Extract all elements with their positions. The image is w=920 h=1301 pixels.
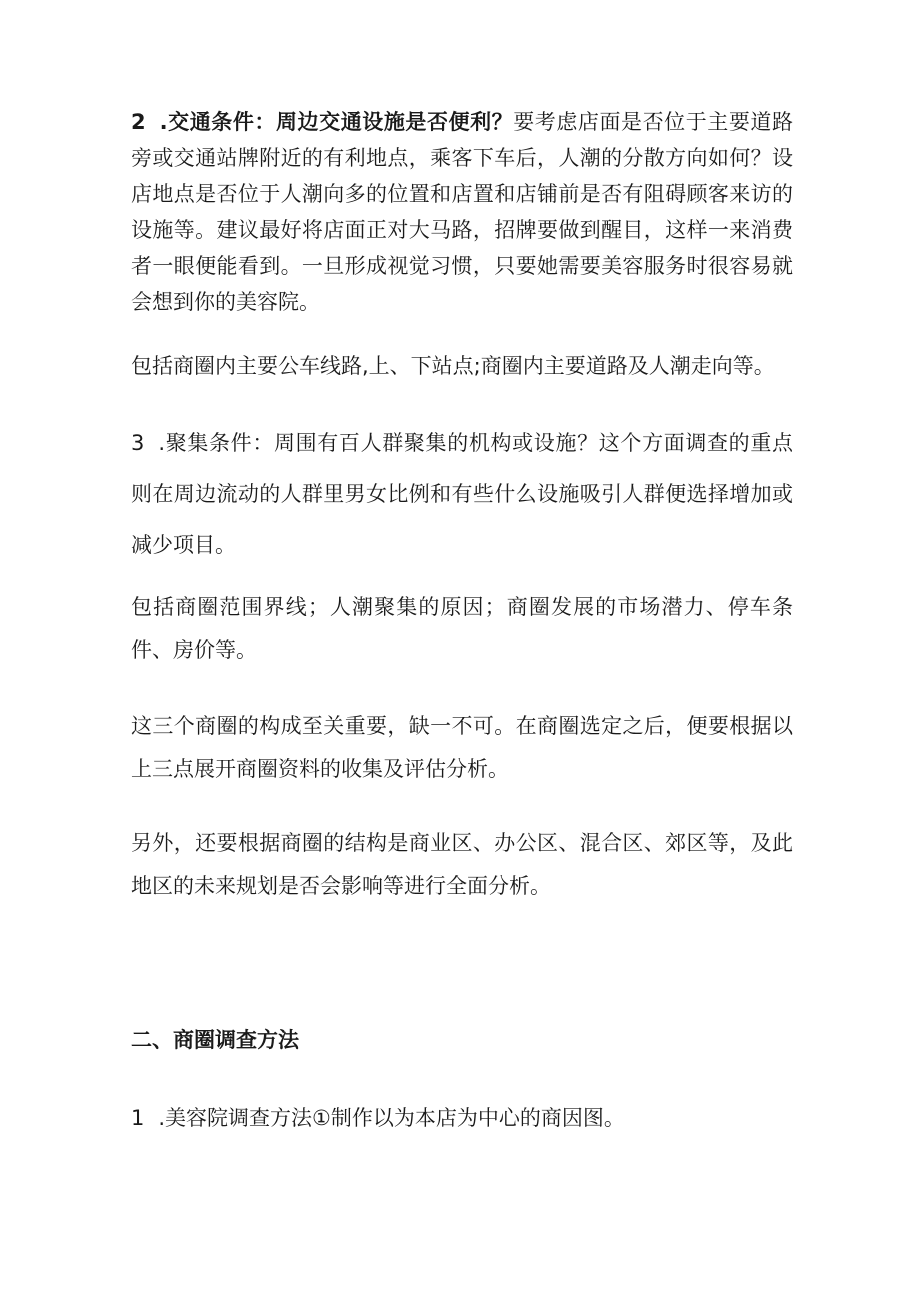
traffic-condition-body: 要考虑店面是否位于主要道路旁或交通站牌附近的有利地点，乘客下车后，人潮的分散方向如何？设店地点是否位于人潮向多的位置和店置和店铺前是否有阻碍顾客来访的设施等。建议最好将店面正对大马路，招牌要做到醒目，这样一来消费者一眼便能看到。一旦形成视觉习惯，只要她需要美容服务时很容易就会想到你的美容院。 <box>131 110 794 314</box>
traffic-condition-lead: .交通条件：周边交通设施是否便利？ <box>159 110 514 134</box>
gathering-condition-body: .聚集条件：周围有百人群聚集的机构或设施？这个方面调查的重点则在周边流动的人群里男女比例和有些什么设施吸引人群便选择增加或减少项目。 <box>131 431 793 557</box>
gathering-condition-paragraph <box>131 418 793 571</box>
item-number: 3 <box>131 431 145 455</box>
item-number: 2 <box>131 110 146 134</box>
additional-analysis-paragraph: 另外，还要根据商圈的结构是商业区、办公区、混合区、郊区等，及此地区的未来规划是否会影响等进行全面分析。 <box>131 831 793 898</box>
traffic-includes-paragraph: 包括商圈内主要公车线路,上、下站点;商圈内主要道路及人潮走向等。 <box>131 354 775 378</box>
gathering-includes-paragraph: 包括商圈范围界线；人潮聚集的原因；商圈发展的市场潜力、停车条件、房价等。 <box>131 595 793 662</box>
summary-paragraph: 这三个商圈的构成至关重要，缺一不可。在商圈选定之后，便要根据以上三点展开商圈资料的收集及评估分析。 <box>131 714 793 781</box>
survey-method-body: .美容院调查方法①制作以为本店为中心的商因图。 <box>158 1106 625 1130</box>
section-heading: 二、商圈调查方法 <box>131 1028 299 1052</box>
traffic-condition-paragraph <box>131 104 793 320</box>
survey-method-paragraph <box>131 1100 793 1136</box>
item-number: 1 <box>131 1106 145 1130</box>
